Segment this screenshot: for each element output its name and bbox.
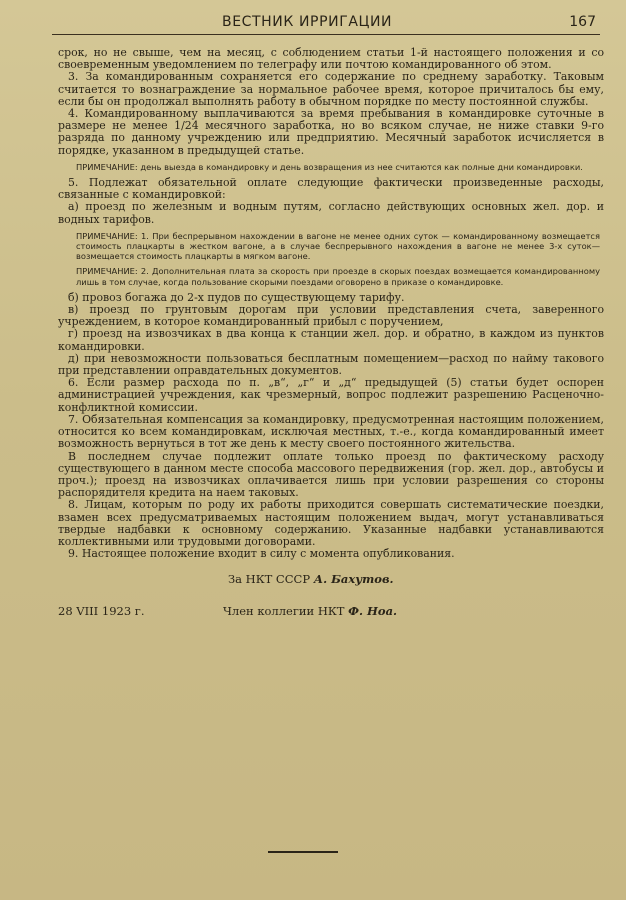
signature-1-name: А. Бахутов. bbox=[313, 572, 394, 587]
page-number: 167 bbox=[569, 14, 596, 30]
paragraph-8: 8. Лицам, которым по роду их работы приходится совершать систематические поездки, взамен всех предусматриваемых настоящим положением выдач, могут устанавливаться твердые надбавки к основному содержанию. Указанные надбавки устанавливаются коллективными или трудовыми договорами. bbox=[58, 498, 604, 548]
note-3: ПРИМЕЧАНИЕ: 2. Дополнительная плата за скорость при проезде в скорых поездах возмещается командированному лишь в том случае, когда пользование скорыми поездами оговорено в приказе о командировке. bbox=[76, 266, 600, 287]
article-body bbox=[58, 47, 604, 622]
journal-title: ВЕСТНИК ИРРИГАЦИИ bbox=[222, 14, 393, 30]
signature-1-prefix: За НКТ СССР bbox=[228, 572, 311, 587]
paragraph-5: 5. Подлежат обязательной оплате следующие фактически произведенные расходы, связанные с командировкой: bbox=[58, 176, 604, 202]
paragraph-5b: б) провоз богажа до 2-х пудов по существующему тарифу. bbox=[68, 290, 405, 304]
note-1: ПРИМЕЧАНИЕ: день выезда в командировку и день возвращения из нее считаются как полные дни командировки. bbox=[76, 161, 583, 172]
paragraph-continuation: срок, но не свыше, чем на месяц, с соблюдением статьи 1-й настоящего положения и со своевременным уведомлением по телеграфу или почтою командированного об этом. bbox=[58, 46, 604, 72]
signature-line-2 bbox=[58, 604, 604, 622]
signoff bbox=[58, 572, 604, 622]
paragraph-7: 7. Обязательная компенсация за командировку, предусмотренная настоящим положением, относится ко всем командировкам, исключая местных, т.-е., когда командированный имеет возможность вернуться в тот же день к месту своего постоянного жительства. bbox=[58, 412, 604, 451]
document-date: 28 VIII 1923 г. bbox=[58, 604, 145, 619]
paragraph-7-cont: В последнем случае подлежит оплате только проезд по фактическому расходу существующего в данном месте способа массового передвижения (гор. жел. дор., автобусы и проч.); проезд на извозчиках оплачивается лишь при условии разрешения со стороны распорядителя кредита на наем таковых. bbox=[58, 449, 604, 500]
paragraph-9: 9. Настоящее положение входит в силу с момента опубликования. bbox=[68, 547, 455, 561]
paragraph-6: 6. Если размер расхода по п. „в“, „г“ и „д“ предыдущей (5) статьи будет оспорен администрацией учреждения, как чрезмерный, вопрос подлежит разрешению Расценочно-конфликтной комиссии. bbox=[58, 376, 604, 414]
paragraph-5g: г) проезд на извозчиках в два конца к станции жел. дор. и обратно, в каждом из пунктов командировки. bbox=[58, 327, 604, 353]
note-2: ПРИМЕЧАНИЕ: 1. При беспрерывном нахождении в вагоне не менее одних суток — командированному возмещается стоимость плацкарты в жестком вагоне, а в случае беспрерывного нахождения в вагоне не менее 3-х суток—возмещается стоимость плацкарты в мягком вагоне. bbox=[76, 230, 600, 262]
running-header bbox=[52, 0, 600, 35]
signature-2 bbox=[223, 604, 397, 622]
paragraph-3: 3. За командированным сохраняется его содержание по среднему заработку. Таковым считается то вознаграждение за нормальное рабочее время, которое причиталось бы ему, если бы он продолжал выполнять работу в обычном порядке по месту постоянной службы. bbox=[58, 70, 604, 108]
paragraph-5a: а) проезд по железным и водным путям, согласно действующих основных жел. дор. и водных тарифов. bbox=[58, 200, 604, 226]
signature-2-prefix: Член коллегии НКТ bbox=[223, 604, 345, 619]
paragraph-5v: в) проезд по грунтовым дорогам при условии представления счета, заверенного учреждением, в которое командированный прибыл с поручением, bbox=[58, 303, 604, 329]
signature-line-1 bbox=[58, 572, 604, 590]
end-rule bbox=[268, 851, 338, 853]
paragraph-4: 4. Командированному выплачиваются за время пребывания в командировке суточные в размере не менее 1/24 месячного заработка, но во всяком случае, не ниже ставки 9-го разряда по данному учреждению или предприятию. Месячный заработок исчисляется в порядке, указанном в предыдущей статье. bbox=[58, 107, 604, 157]
paragraph-5d: д) при невозможности пользоваться бесплатным помещением—расход по найму такового при представлении оправдательных документов. bbox=[58, 351, 604, 378]
signature-2-name: Ф. Ноа. bbox=[348, 604, 398, 619]
